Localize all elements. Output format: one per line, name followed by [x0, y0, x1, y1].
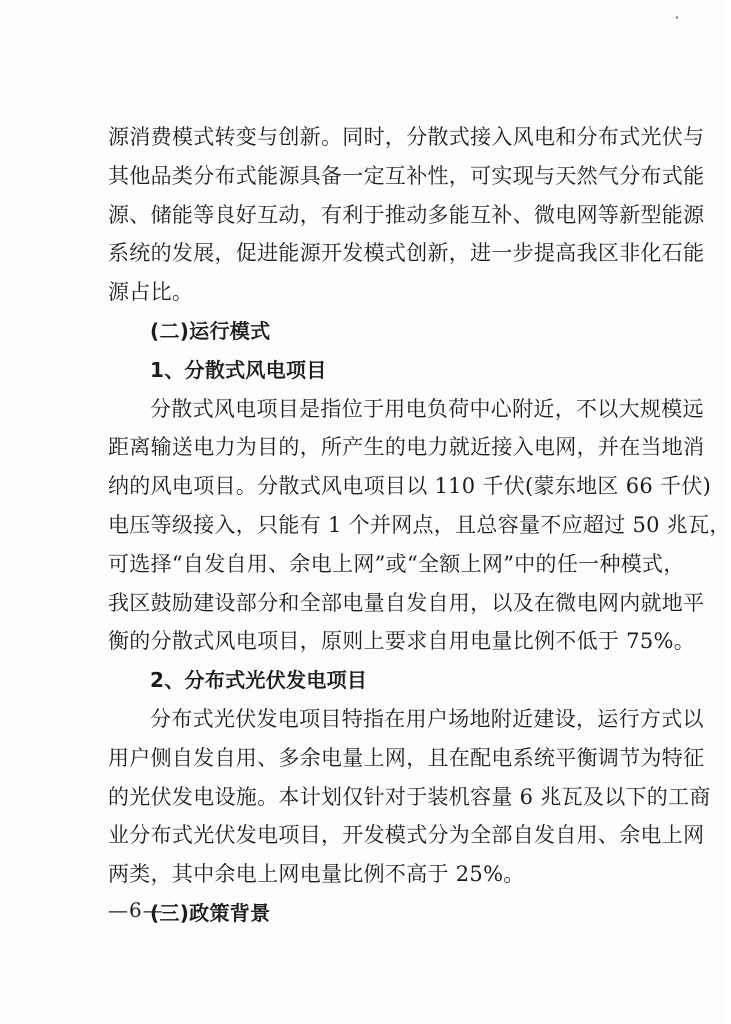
page-number: —6— [108, 898, 164, 922]
body-line: 纳的风电项目。分散式风电项目以 110 千伏(蒙东地区 66 千伏) [108, 474, 712, 499]
scan-speck [676, 16, 678, 19]
body-line: 源、储能等良好互动，有利于推动多能互补、微电网等新型能源 [108, 202, 705, 227]
page-body [108, 118, 731, 933]
section-heading-policy-background: (三)政策背景 [150, 900, 271, 925]
subsection-heading-solar: 2、分布式光伏发电项目 [150, 668, 368, 693]
body-line: 用户侧自发自用、多余电量上网，且在配电系统平衡调节为特征 [108, 745, 705, 770]
body-line: 的光伏发电设施。本计划仅针对于装机容量 6 兆瓦及以下的工商 [108, 784, 711, 809]
body-line: 距离输送电力为目的，所产生的电力就近接入电网，并在当地消 [108, 435, 705, 460]
body-line: 源占比。 [108, 280, 194, 305]
body-line: 可选择“自发自用、余电上网”或“全额上网”中的任一种模式， [108, 551, 685, 576]
section-heading-operation-mode: (二)运行模式 [150, 318, 271, 343]
body-line: 分布式光伏发电项目特指在用户场地附近建设，运行方式以 [150, 706, 704, 731]
body-line: 分散式风电项目是指位于用电负荷中心附近，不以大规模远 [150, 396, 704, 421]
body-line: 业分布式光伏发电项目，开发模式分为全部自发自用、余电上网 [108, 823, 705, 848]
body-line: 电压等级接入，只能有 1 个并网点，且总容量不应超过 50 兆瓦， [108, 512, 731, 537]
body-line: 其他品类分布式能源具备一定互补性，可实现与天然气分布式能 [108, 163, 705, 188]
body-line: 衡的分散式风电项目，原则上要求自用电量比例不低于 75%。 [108, 629, 696, 654]
body-line: 我区鼓励建设部分和全部电量自发自用，以及在微电网内就地平 [108, 590, 705, 615]
body-line: 系统的发展，促进能源开发模式创新，进一步提高我区非化石能 [108, 241, 705, 266]
subsection-heading-wind: 1、分散式风电项目 [150, 357, 327, 382]
body-line: 源消费模式转变与创新。同时，分散式接入风电和分布式光伏与 [108, 125, 705, 149]
body-line: 两类，其中余电上网电量比例不高于 25%。 [108, 862, 525, 887]
